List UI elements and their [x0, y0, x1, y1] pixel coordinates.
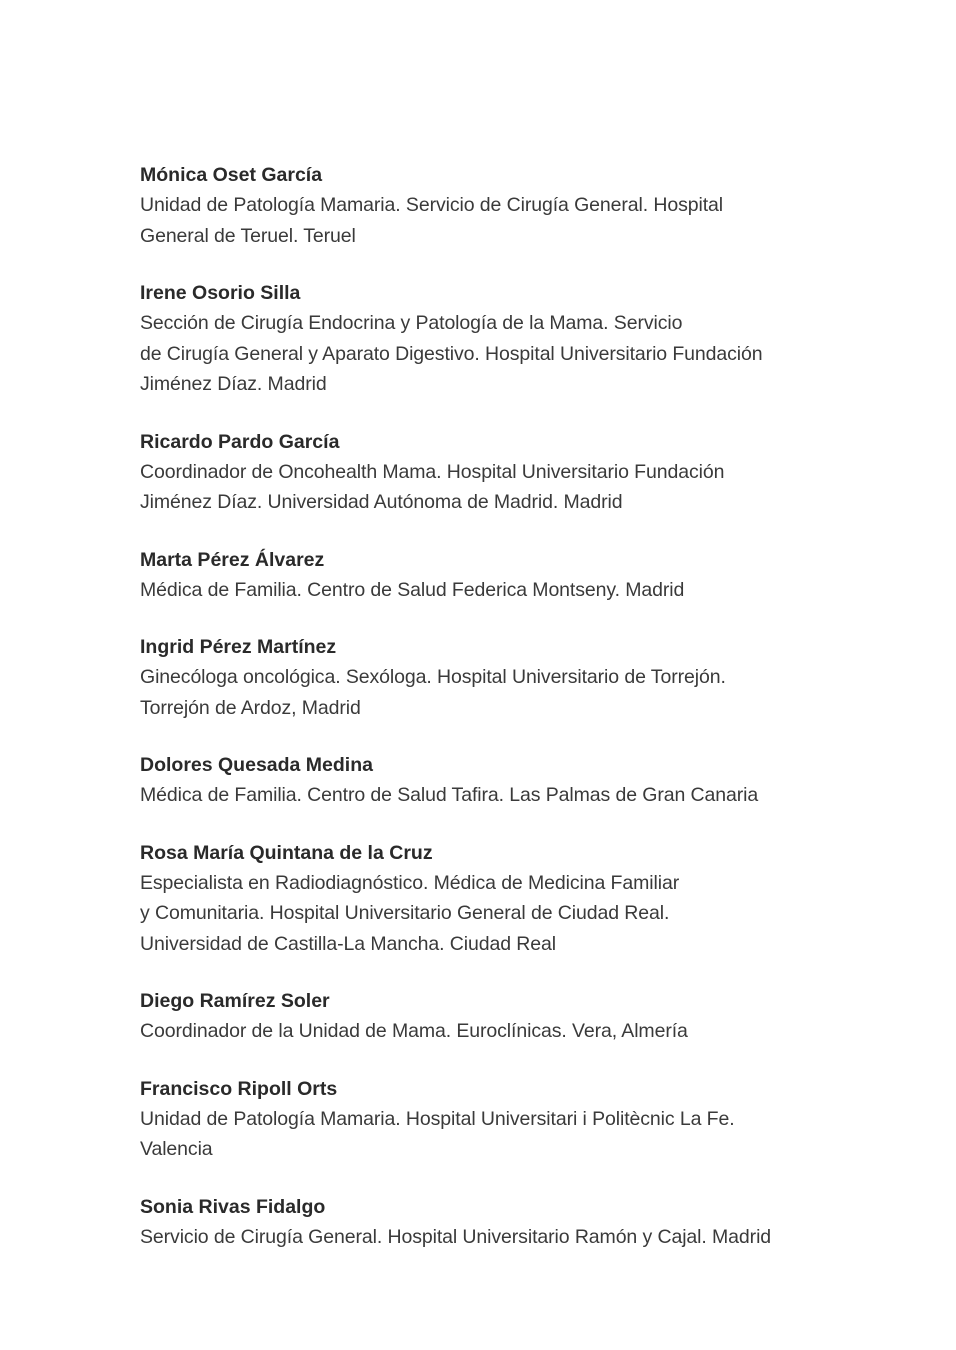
author-name: Ricardo Pardo García [140, 430, 340, 453]
affiliation-line: Unidad de Patología Mamaria. Servicio de Cirugía General. Hospital [140, 194, 724, 216]
affiliation-line: Médica de Familia. Centro de Salud Tafira. Las Palmas de Gran Canaria [140, 784, 759, 806]
affiliation-line: General de Teruel. Teruel [140, 224, 356, 247]
affiliation-line: Jiménez Díaz. Universidad Autónoma de Madrid. Madrid [140, 491, 623, 513]
affiliation-line: Coordinador de Oncohealth Mama. Hospital Universitario Fundación [140, 460, 725, 483]
author-entry [140, 278, 820, 400]
affiliation-line: Sección de Cirugía Endocrina y Patología de la Mama. Servicio [140, 312, 683, 334]
affiliation-line: Médica de Familia. Centro de Salud Federica Montseny. Madrid [140, 578, 685, 601]
author-entry [140, 750, 820, 811]
author-name: Rosa María Quintana de la Cruz [140, 841, 433, 864]
author-name: Marta Pérez Álvarez [140, 548, 325, 571]
affiliation-line: Servicio de Cirugía General. Hospital Universitario Ramón y Cajal. Madrid [140, 1225, 772, 1248]
affiliation-line: y Comunitaria. Hospital Universitario General de Ciudad Real. [140, 902, 670, 924]
author-name: Ingrid Pérez Martínez [140, 636, 337, 658]
author-name: Diego Ramírez Soler [140, 990, 330, 1012]
author-entry [140, 632, 820, 723]
affiliation-line: Universidad de Castilla-La Mancha. Ciudad Real [140, 932, 556, 955]
author-entry [140, 986, 820, 1047]
author-name: Dolores Quesada Medina [140, 754, 373, 776]
affiliation-line: Jiménez Díaz. Madrid [140, 373, 327, 395]
affiliation-line: Valencia [140, 1138, 213, 1160]
author-entry [140, 427, 820, 518]
author-entry [140, 160, 820, 251]
affiliation-line: Torrejón de Ardoz, Madrid [140, 696, 361, 719]
affiliation-line: Unidad de Patología Mamaria. Hospital Universitari i Politècnic La Fe. [140, 1107, 735, 1130]
author-entry [140, 1074, 820, 1165]
author-entry [140, 838, 820, 960]
affiliation-line: Coordinador de la Unidad de Mama. Euroclínicas. Vera, Almería [140, 1020, 688, 1042]
author-entry [140, 1192, 820, 1253]
affiliation-line: Especialista en Radiodiagnóstico. Médica de Medicina Familiar [140, 871, 680, 894]
author-name: Irene Osorio Silla [140, 282, 301, 304]
author-name: Sonia Rivas Fidalgo [140, 1195, 326, 1218]
author-name: Francisco Ripoll Orts [140, 1077, 338, 1100]
author-name: Mónica Oset García [140, 164, 323, 186]
affiliation-line: de Cirugía General y Aparato Digestivo. Hospital Universitario Fundación [140, 342, 763, 365]
author-entry [140, 545, 820, 606]
author-list [140, 160, 820, 1279]
affiliation-line: Ginecóloga oncológica. Sexóloga. Hospital Universitario de Torrejón. [140, 666, 726, 688]
